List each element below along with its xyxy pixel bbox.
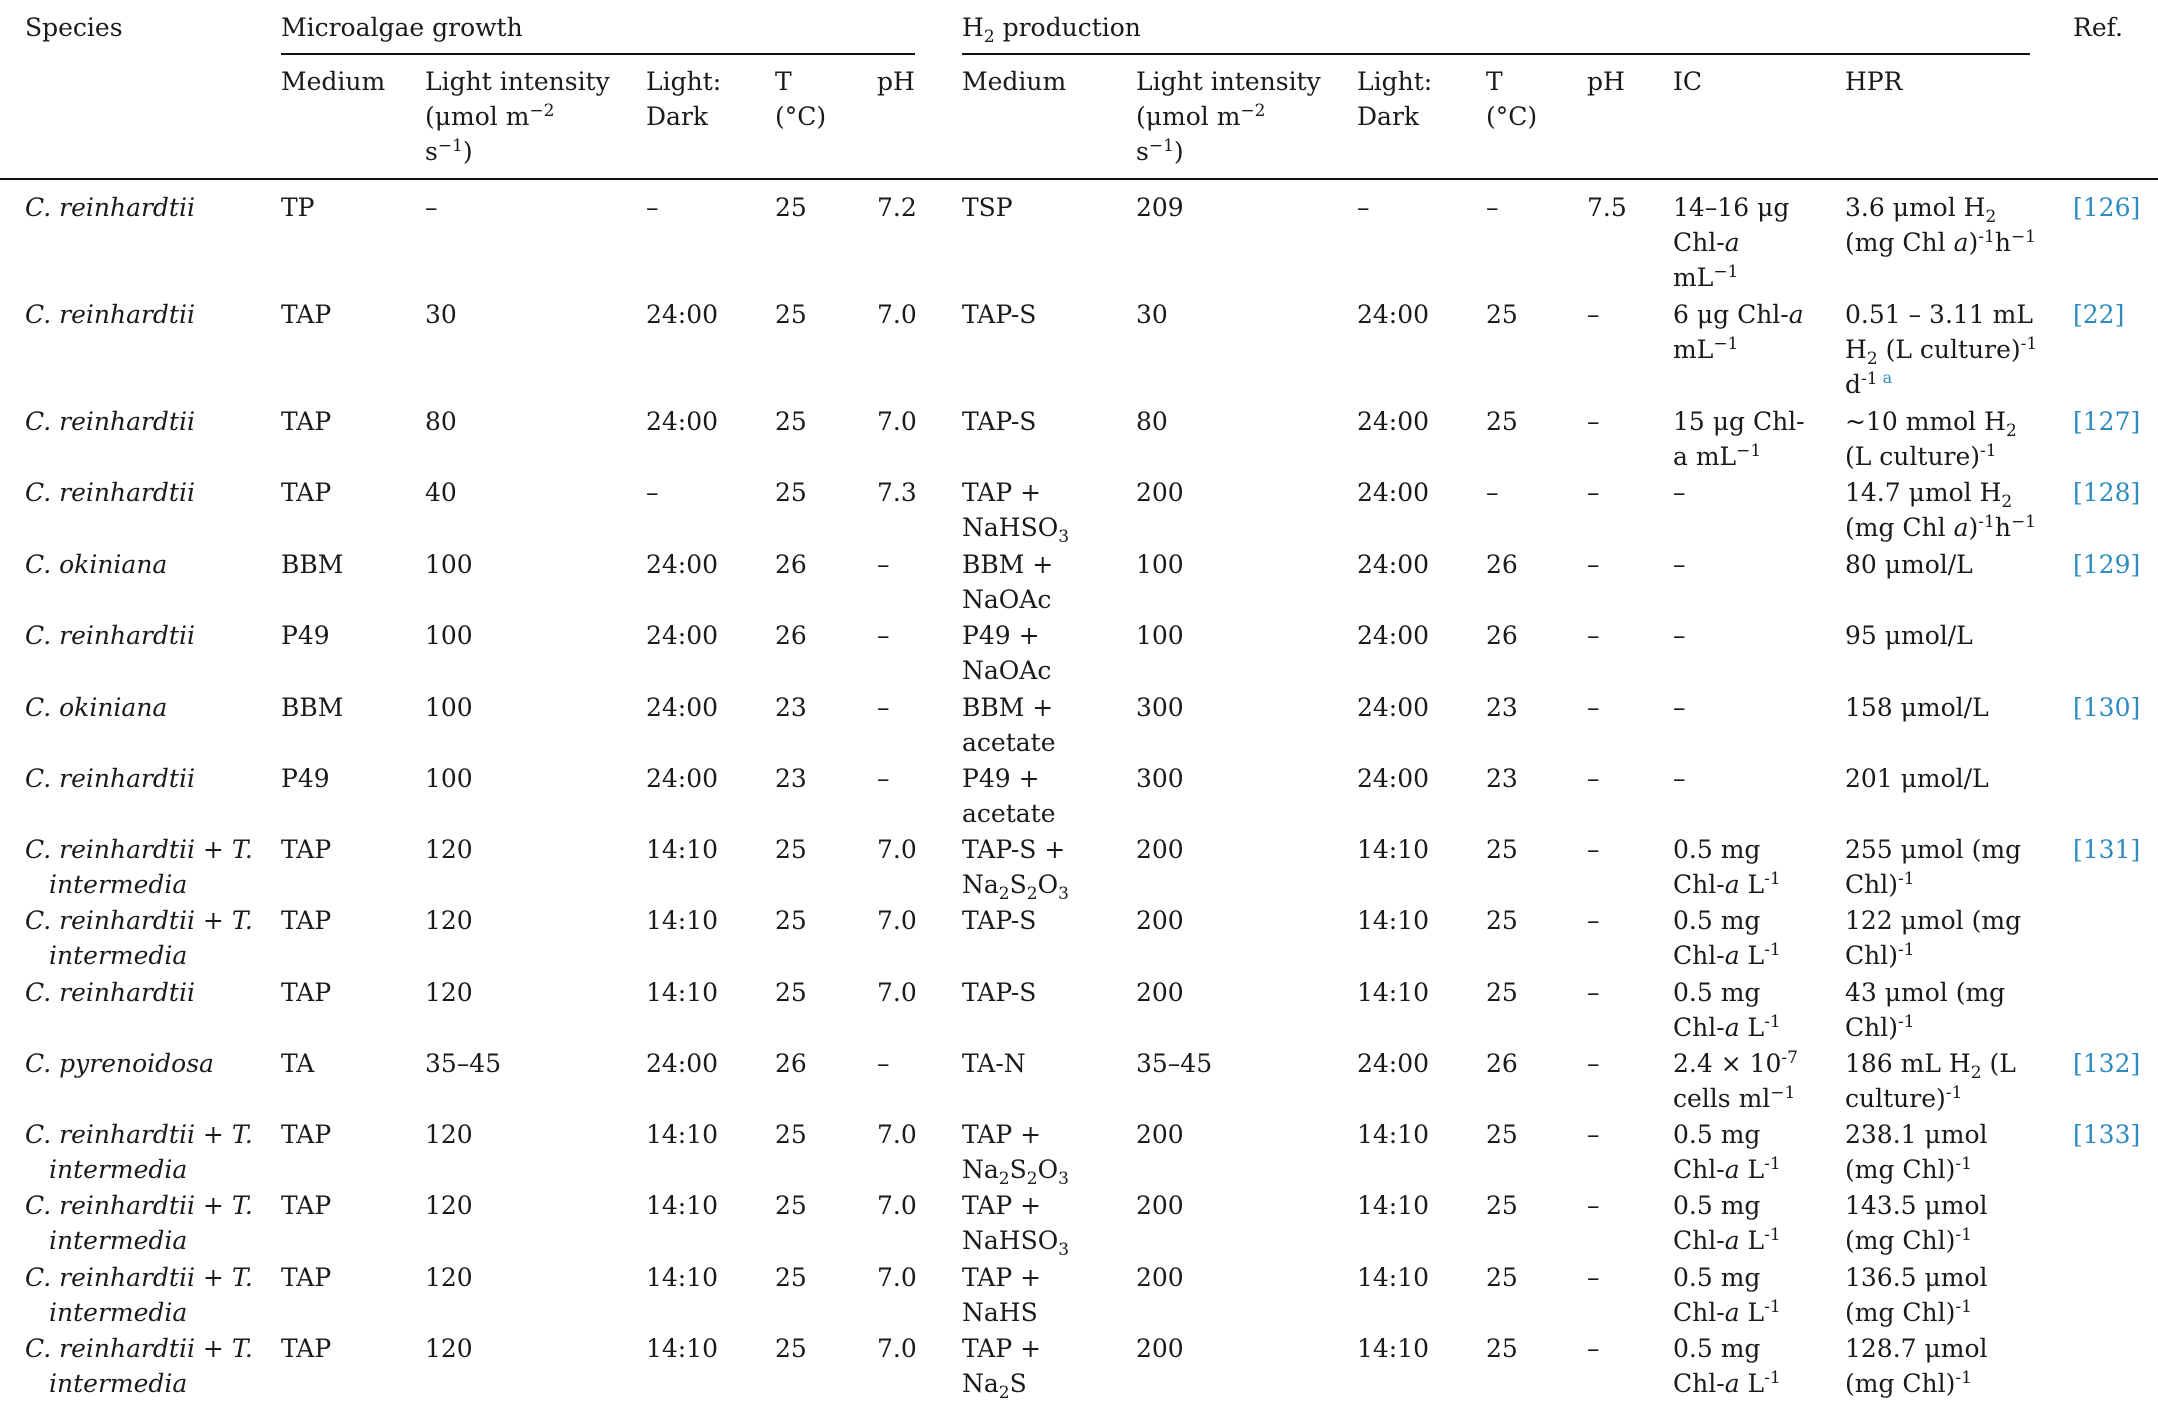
- h2-light-dark-cell: 24:00: [1357, 764, 1430, 793]
- h2-temperature-cell: 25: [1486, 1334, 1518, 1363]
- h2-temperature-cell: 25: [1486, 1191, 1518, 1220]
- ic-cell: –: [1673, 550, 1686, 579]
- growth-temperature-cell: 26: [775, 621, 807, 650]
- col-growth-temperature: T (°C): [775, 67, 827, 131]
- growth-light-dark-cell: 14:10: [646, 978, 719, 1007]
- growth-light-cell: 100: [425, 764, 473, 793]
- growth-light-dark-cell: 24:00: [646, 764, 719, 793]
- growth-light-dark-cell: 24:00: [646, 550, 719, 579]
- ic-cell: 15 μg Chl- a $mL^{-1}$: [1673, 407, 1805, 471]
- h2-light-dark-cell: 14:10: [1357, 835, 1430, 864]
- h2-medium-cell: TA-N: [962, 1049, 1026, 1078]
- growth-temperature-cell: 25: [775, 407, 807, 436]
- h2-ph-cell: –: [1587, 906, 1600, 935]
- col-hpr: HPR: [1845, 67, 1903, 96]
- hpr-cell: 122 μmol (mg Chl)$^{-1}$: [1845, 906, 2022, 970]
- h2-light-cell: 300: [1136, 764, 1184, 793]
- growth-ph-cell: 7.0: [877, 1263, 917, 1292]
- h2-light-dark-cell: 24:00: [1357, 407, 1430, 436]
- ref-link[interactable]: [22]: [2073, 300, 2125, 329]
- growth-temperature-cell: 25: [775, 835, 807, 864]
- growth-light-cell: 100: [425, 621, 473, 650]
- growth-ph-cell: 7.0: [877, 835, 917, 864]
- h2-medium-cell: TAP + $Na_2S$: [962, 1334, 1042, 1403]
- species-cell: C. reinhardtii: [25, 407, 195, 436]
- hpr-cell: 186 mL $H_2$ (L culture)$^{-1}$: [1845, 1049, 2016, 1113]
- h2-medium-cell: TAP + NaHSO$_3$: [962, 1191, 1070, 1260]
- growth-temperature-cell: 25: [775, 478, 807, 507]
- growth-light-cell: 40: [425, 478, 457, 507]
- h2-light-cell: 100: [1136, 621, 1184, 650]
- growth-ph-cell: 7.3: [877, 478, 917, 507]
- h2-ph-cell: –: [1587, 407, 1600, 436]
- ref-link[interactable]: [132]: [2073, 1049, 2141, 1078]
- h2-ph-cell: –: [1587, 478, 1600, 507]
- growth-medium-cell: TAP: [281, 1334, 332, 1363]
- growth-light-dark-cell: 24:00: [646, 693, 719, 722]
- header-microalgae-growth: Microalgae growth: [281, 13, 523, 42]
- species-cell: C. reinhardtii + T. intermedia: [25, 835, 253, 899]
- ic-cell: –: [1673, 621, 1686, 650]
- growth-temperature-cell: 25: [775, 978, 807, 1007]
- ref-link[interactable]: [131]: [2073, 835, 2141, 864]
- h2-ph-cell: 7.5: [1587, 193, 1627, 222]
- hpr-cell: 255 μmol (mg Chl)$^{-1}$: [1845, 835, 2022, 899]
- hpr-cell: 238.1 μmol (mg Chl)$^{-1}$: [1845, 1120, 1988, 1184]
- growth-temperature-cell: 23: [775, 764, 807, 793]
- h2-light-dark-cell: 14:10: [1357, 1334, 1430, 1363]
- h2-medium-cell: BBM + acetate: [962, 693, 1056, 757]
- h2-ph-cell: –: [1587, 1191, 1600, 1220]
- growth-light-cell: 30: [425, 300, 457, 329]
- hpr-cell: 201 μmol/L: [1845, 764, 1989, 793]
- h2-medium-cell: P49 + NaOAc: [962, 621, 1052, 685]
- growth-light-dark-cell: 24:00: [646, 407, 719, 436]
- growth-ph-cell: 7.2: [877, 193, 917, 222]
- growth-ph-cell: –: [877, 1049, 890, 1078]
- h2-medium-cell: TAP + $Na_2S_2O_3$: [962, 1120, 1069, 1189]
- col-h2-temperature: T (°C): [1486, 67, 1538, 131]
- h2-light-dark-cell: 24:00: [1357, 621, 1430, 650]
- h2-ph-cell: –: [1587, 1263, 1600, 1292]
- hpr-cell: 3.6 μmol $H_2$ (mg Chl $a)^{-1}h^{-1}$: [1845, 193, 2036, 257]
- h2-temperature-cell: 23: [1486, 693, 1518, 722]
- col-h2-medium: Medium: [962, 67, 1067, 96]
- growth-light-dark-cell: 24:00: [646, 621, 719, 650]
- h2-medium-cell: TSP: [962, 193, 1013, 222]
- h2-light-dark-cell: 24:00: [1357, 1049, 1430, 1078]
- h2-light-cell: 200: [1136, 478, 1184, 507]
- ref-link[interactable]: [2073, 190, 2140, 225]
- h2-ph-cell: –: [1587, 1120, 1600, 1149]
- growth-temperature-cell: 25: [775, 1191, 807, 1220]
- h2-ph-cell: –: [1587, 978, 1600, 1007]
- footnote-a-link[interactable]: a: [1877, 368, 1893, 387]
- h2-temperature-cell: 25: [1486, 978, 1518, 1007]
- growth-light-cell: 100: [425, 550, 473, 579]
- growth-medium-cell: TP: [281, 193, 315, 222]
- growth-medium-cell: P49: [281, 764, 330, 793]
- growth-ph-cell: –: [877, 693, 890, 722]
- growth-group-rule: [281, 53, 915, 55]
- h2-temperature-cell: 25: [1486, 1120, 1518, 1149]
- species-cell: C. reinhardtii: [25, 764, 195, 793]
- growth-light-dark-cell: 14:10: [646, 1263, 719, 1292]
- ref-link[interactable]: [2073, 832, 2140, 867]
- growth-ph-cell: 7.0: [877, 1120, 917, 1149]
- col-growth-light-intensity: Light intensity (μmol $m^{-2}$ $s^{-1}$): [425, 67, 610, 166]
- ic-cell: 0.5 mg Chl-a $L^{-1}$: [1673, 978, 1781, 1042]
- h2-temperature-cell: 25: [1486, 407, 1518, 436]
- ref-link[interactable]: [2073, 404, 2140, 439]
- growth-medium-cell: TAP: [281, 906, 332, 935]
- growth-temperature-cell: 25: [775, 300, 807, 329]
- col-h2-ph: pH: [1587, 67, 1625, 96]
- h2-temperature-cell: –: [1486, 478, 1499, 507]
- growth-medium-cell: BBM: [281, 550, 344, 579]
- h2-light-dark-cell: 14:10: [1357, 1191, 1430, 1220]
- ic-cell: 6 μg Chl-a $mL^{-1}$: [1673, 300, 1804, 364]
- col-h2-light-intensity: Light intensity (μmol $m^{-2}$ $s^{-1}$): [1136, 67, 1321, 166]
- ref-link[interactable]: [127]: [2073, 407, 2141, 436]
- growth-temperature-cell: 25: [775, 1334, 807, 1363]
- col-growth-ph: pH: [877, 67, 915, 96]
- h2-ph-cell: –: [1587, 1049, 1600, 1078]
- h2-medium-cell: TAP + NaHS: [962, 1263, 1042, 1327]
- growth-ph-cell: 7.0: [877, 300, 917, 329]
- growth-light-dark-cell: 14:10: [646, 906, 719, 935]
- growth-light-cell: 100: [425, 693, 473, 722]
- growth-medium-cell: P49: [281, 621, 330, 650]
- ref-link[interactable]: [133]: [2073, 1120, 2141, 1149]
- header-h2-production: $H_2$ production: [962, 13, 1141, 47]
- growth-ph-cell: –: [877, 764, 890, 793]
- growth-light-cell: 120: [425, 1263, 473, 1292]
- h2-light-cell: 209: [1136, 193, 1184, 222]
- h2-ph-cell: –: [1587, 693, 1600, 722]
- h2-medium-cell: BBM + NaOAc: [962, 550, 1054, 614]
- col-growth-medium: Medium: [281, 67, 386, 96]
- h2-medium-cell: P49 + acetate: [962, 764, 1056, 828]
- hpr-cell: 128.7 μmol (mg Chl)$^{-1}$: [1845, 1334, 1988, 1398]
- growth-ph-cell: –: [877, 550, 890, 579]
- growth-light-dark-cell: 14:10: [646, 1334, 719, 1363]
- h2-light-cell: 300: [1136, 693, 1184, 722]
- h2-temperature-cell: 25: [1486, 835, 1518, 864]
- h2-light-dark-cell: 14:10: [1357, 1263, 1430, 1292]
- hpr-cell: 14.7 μmol $H_2$ (mg Chl $a)^{-1}h^{-1}$: [1845, 478, 2036, 542]
- hpr-cell: 95 μmol/L: [1845, 621, 1973, 650]
- ic-cell: 0.5 mg Chl-a $L^{-1}$: [1673, 835, 1781, 899]
- h2-temperature-cell: 23: [1486, 764, 1518, 793]
- ic-cell: 0.5 mg Chl-a $L^{-1}$: [1673, 1120, 1781, 1184]
- growth-temperature-cell: 25: [775, 1120, 807, 1149]
- col-ic: IC: [1673, 67, 1703, 96]
- ref-link[interactable]: [128]: [2073, 478, 2141, 507]
- h2-medium-cell: TAP-S + $Na_2S_2O_3$: [962, 835, 1069, 904]
- ic-cell: 0.5 mg Chl-a $L^{-1}$: [1673, 906, 1781, 970]
- growth-medium-cell: BBM: [281, 693, 344, 722]
- col-h2-light-dark: Light: Dark: [1357, 67, 1433, 131]
- growth-ph-cell: 7.0: [877, 1334, 917, 1363]
- growth-medium-cell: TAP: [281, 978, 332, 1007]
- ic-cell: –: [1673, 764, 1686, 793]
- h2-light-cell: 200: [1136, 978, 1184, 1007]
- h2-light-dark-cell: 14:10: [1357, 906, 1430, 935]
- species-cell: C. reinhardtii: [25, 300, 195, 329]
- h2-group-rule: [962, 53, 2030, 55]
- growth-medium-cell: TAP: [281, 1191, 332, 1220]
- species-cell: C. okiniana: [25, 693, 168, 722]
- ic-cell: 0.5 mg Chl-a $L^{-1}$: [1673, 1334, 1781, 1398]
- species-cell: C. okiniana: [25, 550, 168, 579]
- growth-ph-cell: 7.0: [877, 1191, 917, 1220]
- growth-light-dark-cell: 14:10: [646, 835, 719, 864]
- h2-temperature-cell: 26: [1486, 1049, 1518, 1078]
- h2-light-dark-cell: 24:00: [1357, 478, 1430, 507]
- h2-light-dark-cell: –: [1357, 193, 1370, 222]
- species-cell: C. pyrenoidosa: [25, 1049, 214, 1078]
- hpr-cell: 0.51 – 3.11 mL $H_2$ (L culture)$^{-1}$ $d^{-1}$ $^a$: [1845, 300, 2038, 399]
- header-ref: Ref.: [2073, 13, 2123, 42]
- growth-light-dark-cell: 24:00: [646, 1049, 719, 1078]
- h2-ph-cell: –: [1587, 550, 1600, 579]
- growth-medium-cell: TA: [281, 1049, 315, 1078]
- growth-light-cell: 35–45: [425, 1049, 502, 1078]
- hpr-cell: 158 μmol/L: [1845, 693, 1989, 722]
- hpr-cell: 143.5 μmol (mg Chl)$^{-1}$: [1845, 1191, 1988, 1255]
- hpr-cell: ~10 mmol $H_2$ (L culture)$^{-1}$: [1845, 407, 2017, 471]
- h2-light-dark-cell: 24:00: [1357, 300, 1430, 329]
- h2-light-dark-cell: 24:00: [1357, 693, 1430, 722]
- h2-temperature-cell: –: [1486, 193, 1499, 222]
- ref-link[interactable]: [2073, 1046, 2140, 1081]
- growth-light-dark-cell: –: [646, 193, 659, 222]
- ref-link[interactable]: [2073, 547, 2140, 582]
- h2-medium-cell: TAP-S: [962, 300, 1037, 329]
- growth-ph-cell: –: [877, 621, 890, 650]
- ref-link[interactable]: [2073, 297, 2124, 332]
- ic-cell: 0.5 mg Chl-a $L^{-1}$: [1673, 1191, 1781, 1255]
- h2-light-cell: 100: [1136, 550, 1184, 579]
- growth-light-cell: 120: [425, 1120, 473, 1149]
- h2-temperature-cell: 26: [1486, 621, 1518, 650]
- growth-temperature-cell: 26: [775, 550, 807, 579]
- h2-light-dark-cell: 14:10: [1357, 1120, 1430, 1149]
- growth-medium-cell: TAP: [281, 300, 332, 329]
- growth-temperature-cell: 26: [775, 1049, 807, 1078]
- ic-cell: –: [1673, 693, 1686, 722]
- h2-light-cell: 200: [1136, 906, 1184, 935]
- growth-light-dark-cell: 24:00: [646, 300, 719, 329]
- h2-medium-cell: TAP-S: [962, 978, 1037, 1007]
- hpr-cell: 80 μmol/L: [1845, 550, 1973, 579]
- growth-ph-cell: 7.0: [877, 407, 917, 436]
- h2-ph-cell: –: [1587, 300, 1600, 329]
- h2-temperature-cell: 25: [1486, 300, 1518, 329]
- ref-link[interactable]: [130]: [2073, 693, 2141, 722]
- h2-light-cell: 30: [1136, 300, 1168, 329]
- growth-medium-cell: TAP: [281, 835, 332, 864]
- h2-medium-cell: TAP-S: [962, 407, 1037, 436]
- species-cell: C. reinhardtii: [25, 478, 195, 507]
- h2-temperature-cell: 26: [1486, 550, 1518, 579]
- species-cell: C. reinhardtii: [25, 193, 195, 222]
- ref-link[interactable]: [2073, 690, 2140, 725]
- h2-temperature-cell: 25: [1486, 906, 1518, 935]
- h2-light-cell: 80: [1136, 407, 1168, 436]
- ic-cell: 0.5 mg Chl-a $L^{-1}$: [1673, 1263, 1781, 1327]
- header-species: Species: [25, 13, 123, 42]
- growth-light-cell: 120: [425, 978, 473, 1007]
- ic-cell: 14–16 μg Chl-a $mL^{-1}$: [1673, 193, 1790, 292]
- h2-light-dark-cell: 24:00: [1357, 550, 1430, 579]
- hpr-cell: 136.5 μmol (mg Chl)$^{-1}$: [1845, 1263, 1988, 1327]
- growth-ph-cell: 7.0: [877, 906, 917, 935]
- h2-temperature-cell: 25: [1486, 1263, 1518, 1292]
- growth-light-cell: 120: [425, 1334, 473, 1363]
- growth-light-cell: –: [425, 193, 438, 222]
- h2-light-cell: 35–45: [1136, 1049, 1213, 1078]
- ic-cell: –: [1673, 478, 1686, 507]
- growth-light-dark-cell: 14:10: [646, 1191, 719, 1220]
- h2-ph-cell: –: [1587, 621, 1600, 650]
- h2-ph-cell: –: [1587, 764, 1600, 793]
- h2-light-dark-cell: 14:10: [1357, 978, 1430, 1007]
- growth-light-dark-cell: –: [646, 478, 659, 507]
- h2-medium-cell: TAP + NaHSO$_3$: [962, 478, 1070, 547]
- ref-link[interactable]: [2073, 475, 2140, 510]
- species-cell: C. reinhardtii + T. intermedia: [25, 1334, 253, 1398]
- growth-light-cell: 120: [425, 906, 473, 935]
- growth-temperature-cell: 25: [775, 906, 807, 935]
- species-cell: C. reinhardtii + T. intermedia: [25, 1191, 253, 1255]
- growth-light-cell: 120: [425, 1191, 473, 1220]
- growth-light-dark-cell: 14:10: [646, 1120, 719, 1149]
- species-cell: C. reinhardtii + T. intermedia: [25, 1263, 253, 1327]
- header-bottom-rule: [0, 178, 2158, 180]
- ref-link[interactable]: [129]: [2073, 550, 2141, 579]
- species-cell: C. reinhardtii: [25, 621, 195, 650]
- growth-temperature-cell: 25: [775, 1263, 807, 1292]
- growth-temperature-cell: 25: [775, 193, 807, 222]
- h2-light-cell: 200: [1136, 1120, 1184, 1149]
- h2-ph-cell: –: [1587, 1334, 1600, 1363]
- h2-light-cell: 200: [1136, 1191, 1184, 1220]
- h2-light-cell: 200: [1136, 1334, 1184, 1363]
- h2-ph-cell: –: [1587, 835, 1600, 864]
- ref-link[interactable]: [126]: [2073, 193, 2141, 222]
- growth-medium-cell: TAP: [281, 1263, 332, 1292]
- growth-light-cell: 120: [425, 835, 473, 864]
- growth-medium-cell: TAP: [281, 1120, 332, 1149]
- h2-light-cell: 200: [1136, 835, 1184, 864]
- growth-medium-cell: TAP: [281, 478, 332, 507]
- species-cell: C. reinhardtii + T. intermedia: [25, 1120, 253, 1184]
- growth-ph-cell: 7.0: [877, 978, 917, 1007]
- h2-light-cell: 200: [1136, 1263, 1184, 1292]
- growth-light-cell: 80: [425, 407, 457, 436]
- growth-temperature-cell: 23: [775, 693, 807, 722]
- ic-cell: $2.4 \times 10^{-7}$ cells $ml^{-1}$: [1673, 1048, 1798, 1113]
- hpr-cell: 43 μmol (mg Chl)$^{-1}$: [1845, 978, 2006, 1042]
- h2-medium-cell: TAP-S: [962, 906, 1037, 935]
- growth-medium-cell: TAP: [281, 407, 332, 436]
- col-growth-light-dark: Light: Dark: [646, 67, 722, 131]
- ref-link[interactable]: [2073, 1117, 2140, 1152]
- species-cell: C. reinhardtii + T. intermedia: [25, 906, 253, 970]
- species-cell: C. reinhardtii: [25, 978, 195, 1007]
